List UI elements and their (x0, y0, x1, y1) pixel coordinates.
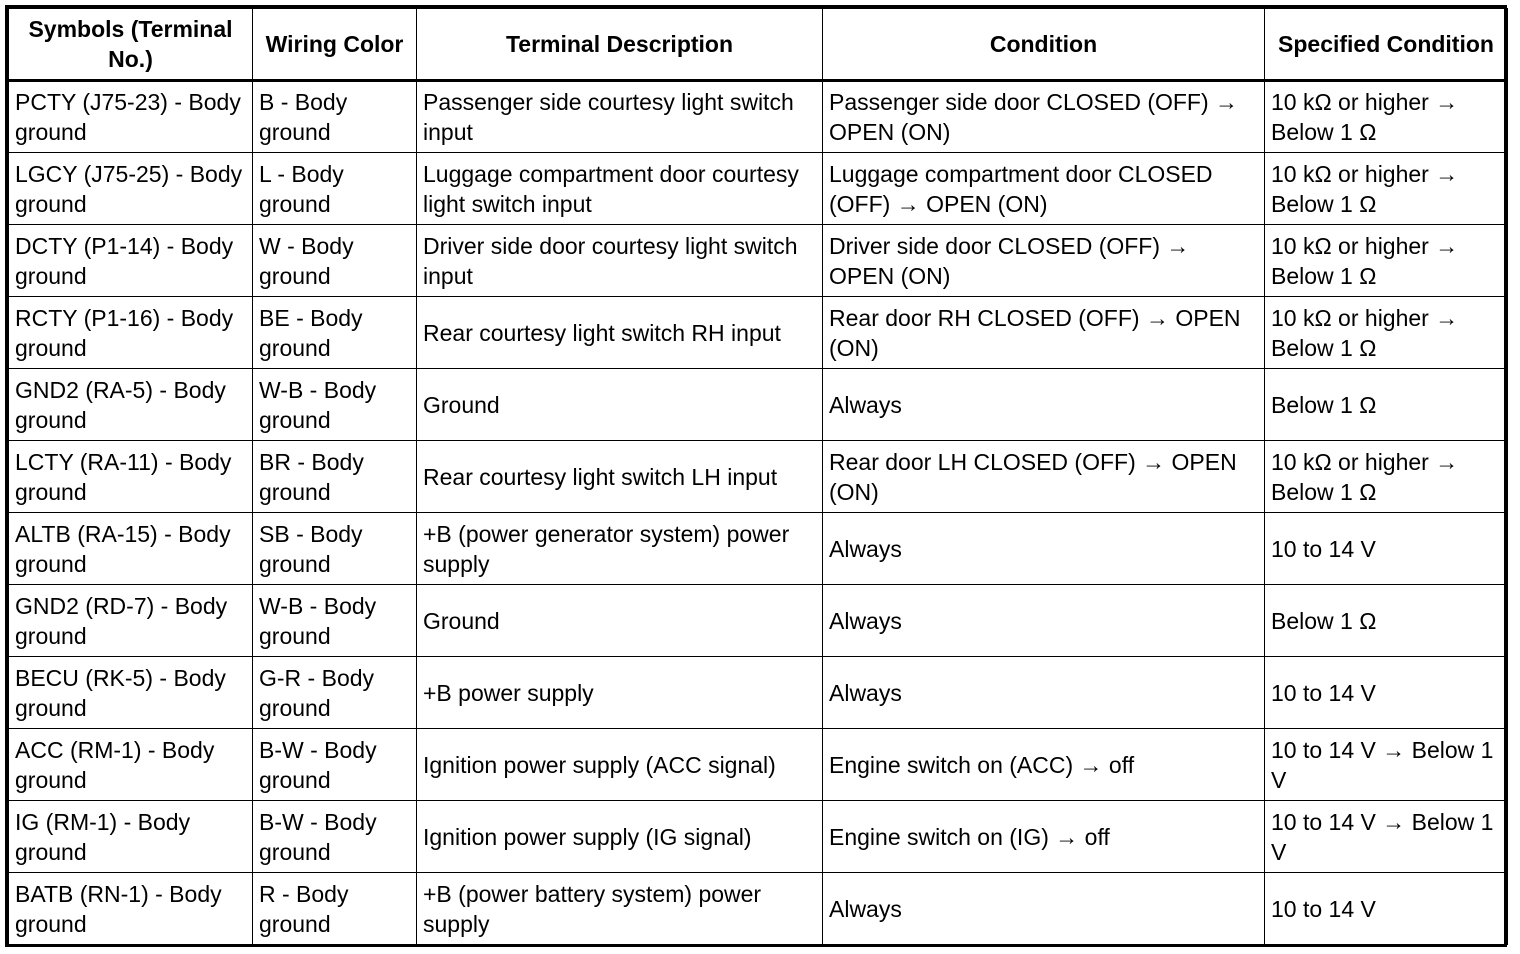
table-row (9, 729, 1508, 801)
cell-wiring-color: G-R - Body ground (253, 657, 417, 729)
cell-wiring-color: BR - Body ground (253, 441, 417, 513)
cell-symbol: BATB (RN-1) - Body ground (9, 873, 253, 945)
cell-specified: 10 kΩ or higher → Below 1 Ω (1265, 297, 1508, 369)
cell-condition: Always (823, 657, 1265, 729)
cell-symbol: RCTY (P1-16) - Body ground (9, 297, 253, 369)
cell-condition: Always (823, 369, 1265, 441)
cell-wiring-color: B - Body ground (253, 81, 417, 153)
header-terminal-description: Terminal Description (417, 9, 823, 81)
table-row (9, 225, 1508, 297)
cell-condition: Always (823, 513, 1265, 585)
cell-wiring-color: L - Body ground (253, 153, 417, 225)
cell-wiring-color: B-W - Body ground (253, 729, 417, 801)
table-row (9, 297, 1508, 369)
cell-condition: Engine switch on (IG) → off (823, 801, 1265, 873)
table-row (9, 801, 1508, 873)
table-row (9, 369, 1508, 441)
cell-specified: 10 to 14 V (1265, 873, 1508, 945)
cell-specified: Below 1 Ω (1265, 369, 1508, 441)
cell-wiring-color: SB - Body ground (253, 513, 417, 585)
cell-symbol: PCTY (J75-23) - Body ground (9, 81, 253, 153)
cell-symbol: GND2 (RD-7) - Body ground (9, 585, 253, 657)
table-row (9, 873, 1508, 945)
cell-description: Driver side door courtesy light switch input (417, 225, 823, 297)
cell-condition: Luggage compartment door CLOSED (OFF) → OPEN (ON) (823, 153, 1265, 225)
cell-description: Ground (417, 369, 823, 441)
cell-description: Rear courtesy light switch LH input (417, 441, 823, 513)
cell-specified: 10 kΩ or higher → Below 1 Ω (1265, 441, 1508, 513)
cell-description: +B (power generator system) power supply (417, 513, 823, 585)
table-row (9, 153, 1508, 225)
cell-symbol: IG (RM-1) - Body ground (9, 801, 253, 873)
cell-specified: 10 kΩ or higher → Below 1 Ω (1265, 81, 1508, 153)
cell-wiring-color: B-W - Body ground (253, 801, 417, 873)
cell-condition: Rear door RH CLOSED (OFF) → OPEN (ON) (823, 297, 1265, 369)
cell-symbol: ALTB (RA-15) - Body ground (9, 513, 253, 585)
table-row (9, 441, 1508, 513)
table-header-row (9, 9, 1508, 81)
table-row (9, 81, 1508, 153)
cell-condition: Engine switch on (ACC) → off (823, 729, 1265, 801)
cell-description: Passenger side courtesy light switch input (417, 81, 823, 153)
cell-wiring-color: W-B - Body ground (253, 585, 417, 657)
cell-description: Luggage compartment door courtesy light switch input (417, 153, 823, 225)
cell-description: +B power supply (417, 657, 823, 729)
cell-symbol: BECU (RK-5) - Body ground (9, 657, 253, 729)
table-row (9, 513, 1508, 585)
header-wiring-color: Wiring Color (253, 9, 417, 81)
cell-symbol: GND2 (RA-5) - Body ground (9, 369, 253, 441)
cell-specified: 10 kΩ or higher → Below 1 Ω (1265, 153, 1508, 225)
cell-description: Rear courtesy light switch RH input (417, 297, 823, 369)
cell-specified: 10 kΩ or higher → Below 1 Ω (1265, 225, 1508, 297)
cell-specified: 10 to 14 V (1265, 657, 1508, 729)
cell-description: Ground (417, 585, 823, 657)
cell-specified: 10 to 14 V → Below 1 V (1265, 729, 1508, 801)
cell-condition: Driver side door CLOSED (OFF) → OPEN (ON) (823, 225, 1265, 297)
header-condition: Condition (823, 9, 1265, 81)
cell-specified: Below 1 Ω (1265, 585, 1508, 657)
cell-description: Ignition power supply (IG signal) (417, 801, 823, 873)
header-specified-condition: Specified Condition (1265, 9, 1508, 81)
cell-specified: 10 to 14 V (1265, 513, 1508, 585)
cell-symbol: LCTY (RA-11) - Body ground (9, 441, 253, 513)
cell-condition: Always (823, 585, 1265, 657)
cell-wiring-color: BE - Body ground (253, 297, 417, 369)
cell-symbol: LGCY (J75-25) - Body ground (9, 153, 253, 225)
table-row (9, 657, 1508, 729)
table-row (9, 585, 1508, 657)
cell-condition: Passenger side door CLOSED (OFF) → OPEN (ON) (823, 81, 1265, 153)
cell-specified: 10 to 14 V → Below 1 V (1265, 801, 1508, 873)
cell-description: Ignition power supply (ACC signal) (417, 729, 823, 801)
cell-condition: Always (823, 873, 1265, 945)
terminal-spec-table (8, 8, 1508, 945)
cell-wiring-color: W - Body ground (253, 225, 417, 297)
terminal-spec-table-frame (5, 5, 1507, 947)
cell-wiring-color: R - Body ground (253, 873, 417, 945)
cell-condition: Rear door LH CLOSED (OFF) → OPEN (ON) (823, 441, 1265, 513)
cell-symbol: ACC (RM-1) - Body ground (9, 729, 253, 801)
cell-symbol: DCTY (P1-14) - Body ground (9, 225, 253, 297)
cell-wiring-color: W-B - Body ground (253, 369, 417, 441)
header-symbols: Symbols (Terminal No.) (9, 9, 253, 81)
cell-description: +B (power battery system) power supply (417, 873, 823, 945)
